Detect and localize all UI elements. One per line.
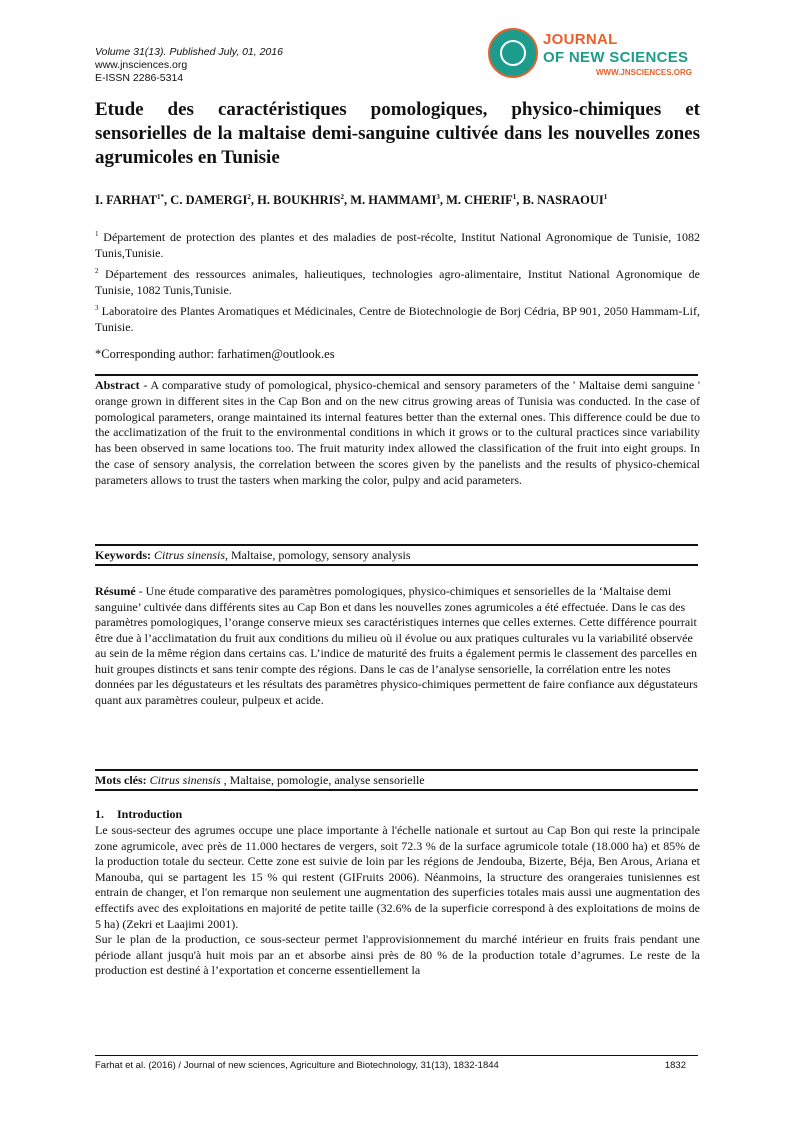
- keywords: Keywords: Citrus sinensis, Maltaise, pomology, sensory analysis: [95, 548, 411, 562]
- mots-cles: Mots clés: Citrus sinensis , Maltaise, pomologie, analyse sensorielle: [95, 773, 425, 787]
- section-heading: 1. Introduction: [95, 807, 183, 821]
- corresponding-author: *Corresponding author: farhatimen@outlook.es: [95, 347, 335, 361]
- affiliation: $^3$ Laboratoire des Plantes Aromatiques et Médicinales, Centre de Biotechnologie de Borj Cédria, BP 901, 2050 Hammam-Lif, Tunisie.: [95, 304, 700, 334]
- logo-url: WWW.JNSCIENCES.ORG: [596, 68, 693, 77]
- journal-logo: [488, 28, 706, 88]
- page-footer: [95, 1060, 698, 1071]
- paper-title: Etude des caractéristiques pomologiques, physico-chimiques et sensorielles de la maltaise demi-sanguine cultivée dans les nouvelles zones agrumicoles en Tunisie: [95, 99, 700, 168]
- citation: Farhat et al. (2016) / Journal of new sciences, Agriculture and Biotechnology, 31(13), 1832-1844: [95, 1060, 499, 1071]
- author: C. DAMERGI: [170, 193, 248, 208]
- logo-line2: OF NEW SCIENCES: [543, 49, 689, 66]
- footer-divider: [95, 1055, 698, 1056]
- website: www.jnsciences.org: [95, 59, 188, 71]
- author: M. HAMMAMI: [350, 193, 437, 208]
- divider: [95, 564, 698, 566]
- logo-line1: JOURNAL: [543, 31, 618, 48]
- eissn: E-ISSN 2286-5314: [95, 72, 184, 84]
- abstract: Abstract - A comparative study of pomological, physico-chemical and sensory parameters of the ' Maltaise demi sanguine ' orange grown in different sites in the Cap Bon and on the new citrus growing areas of Tunisia was conducted. In the case of pomological parameters, orange maintained its internal features better than the external ones. This difference could be due to the acclimatization of the fruit to the environmental conditions in which it grows or to the cultural practices since variability has been observed in same locations too. The fruit maturity index allowed the classification of the fruit into eight groups. In the case of sensory analysis, the correlation between the scores given by the panelists and the results of physico-chemical parameters allows to trust the tasters when marking the color, pulpy and acid parameters.: [95, 378, 700, 487]
- paragraph: Le sous-secteur des agrumes occupe une place importante à l'échelle nationale et surtout au Cap Bon qui reste la principale zone agrumicole, avec près de 11.000 hectares de vergers, soit 72.3 % de la surface agrumicole totale (18.000 ha) et 85% de la production totale du secteur. Cette zone est suivie de loin par les régions de Jendouba, Bizerte, Béja, Ben Arous, Ariana et Manouba, qui se partagent les 15 % qui restent (GIFruits 2006). Néanmoins, la structure des orangeraies tunisiennes est entrain de changer, et l'on remarque non seulement une augmentation des superficies totales mais aussi une augmentation des effectifs avec des exploitations en majorité de petite taille (32.6% de la superficie correspond à des exploitations de moins de 5 ha) (Zekri et Laajimi 2001).: [95, 823, 700, 931]
- author: H. BOUKHRIS: [257, 193, 341, 208]
- resume: Résumé - Une étude comparative des paramètres pomologiques, physico-chimiques et sensorielles de la ‘Maltaise demi sanguine’ cultivée dans différents sites au Cap Bon et dans les nouvelles zones agrumicoles a été effectuée. Dans le cas des paramètres pomologiques, l’orange conserve mieux ses caractéristiques internes que celles externes. Cette différence pourrait être due à l’acclimatation du fruit aux conditions du milieu où il évolue ou aux pratiques culturales vu la variabilité observée au sein de la même région dans certains cas. L’indice de maturité des fruits a également permis le classement des parcelles en huit groupes distincts et sans tenir compte des régions. Dans le cas de l’analyse sensorielle, la corrélation entre les notes données par les dégustateurs et les résultats des paramètres physico-chimiques permettent de faire confiance aux dégustateurs quant aux paramètres couleur, pulpeux et acide.: [95, 584, 698, 707]
- divider: [95, 374, 698, 376]
- author: M. CHERIF: [446, 193, 513, 208]
- affiliation: $^1$ Département de protection des plantes et des maladies de post-récolte, Institut National Agronomique de Tunisie, 1082 Tunis,Tunisie.: [95, 230, 700, 260]
- introduction-body: [95, 823, 700, 979]
- volume-info: Volume 31(13). Published July, 01, 2016: [95, 46, 283, 58]
- seal-icon: [488, 28, 538, 78]
- affiliations: [95, 226, 700, 337]
- journal-header: [95, 46, 283, 85]
- page-number: 1832: [664, 1060, 686, 1071]
- author-list: I. $FARHAT^{1*}$, C. DAMERGI$^2$, H. BOUKHRIS$^2$, M. HAMMAMI$^3$, M. CHERIF$^1$, B. NASRAOUI$^1$: [95, 193, 608, 208]
- divider: [95, 769, 698, 771]
- affiliation: $^2$ Département des ressources animales, halieutiques, technologies agro-alimentaire, Institut National Agronomique de Tunisie, 1082 Tunis,Tunisie.: [95, 267, 700, 297]
- divider: [95, 789, 698, 791]
- paragraph: Sur le plan de la production, ce sous-secteur permet l'approvisionnement du marché intérieur en fruits frais pendant une période allant jusqu'à huit mois par an et absorbe ainsi près de 80 % de la production totale d’agrumes. Le reste de la production est destiné à l’exportation et concerne essentiellement la: [95, 932, 700, 978]
- author: I. FARHAT: [95, 193, 158, 208]
- divider: [95, 544, 698, 546]
- author: B. NASRAOUI: [522, 193, 604, 208]
